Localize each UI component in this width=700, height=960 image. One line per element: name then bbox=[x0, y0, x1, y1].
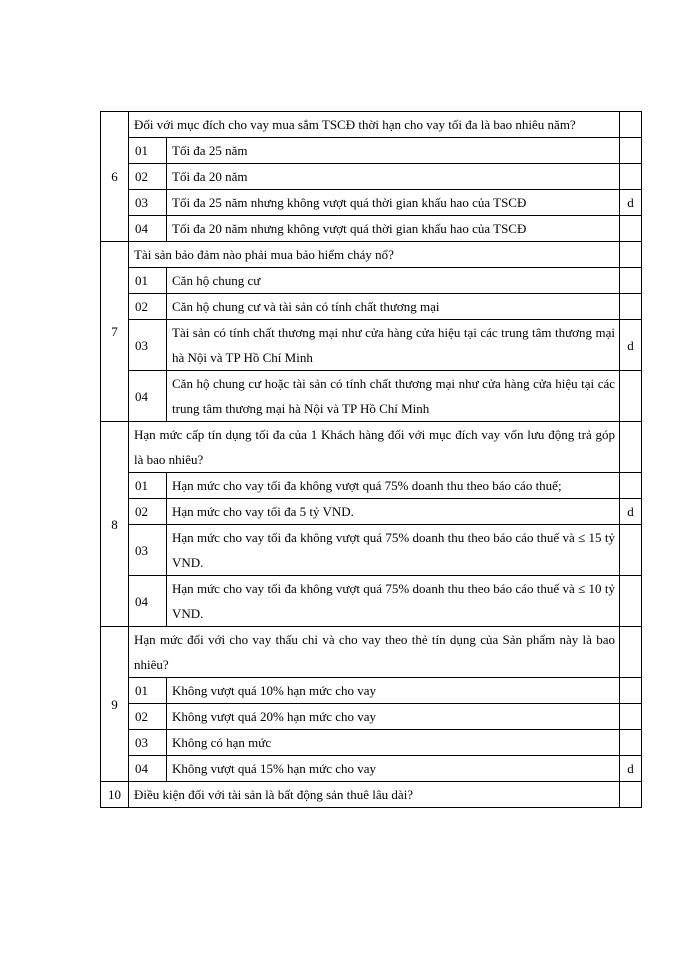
answer-mark bbox=[620, 164, 642, 190]
option-row bbox=[101, 371, 642, 422]
answer-mark: d bbox=[620, 756, 642, 782]
option-row bbox=[101, 499, 642, 525]
option-row bbox=[101, 216, 642, 242]
option-text: Không vượt quá 10% hạn mức cho vay bbox=[167, 678, 620, 704]
option-code: 01 bbox=[129, 138, 167, 164]
option-code: 03 bbox=[129, 190, 167, 216]
option-text: Hạn mức cho vay tối đa 5 tỷ VND. bbox=[167, 499, 620, 525]
question-answer-cell bbox=[620, 422, 642, 473]
question-row bbox=[101, 627, 642, 678]
option-text: Căn hộ chung cư hoặc tài sản có tính chất thương mại như cửa hàng cửa hiệu tại các trung tâm thương mại hà Nội và TP Hồ Chí Minh bbox=[167, 371, 620, 422]
question-row bbox=[101, 422, 642, 473]
question-number: 6 bbox=[101, 112, 129, 242]
option-row bbox=[101, 138, 642, 164]
quiz-table bbox=[100, 111, 642, 808]
answer-mark bbox=[620, 371, 642, 422]
option-text: Không vượt quá 20% hạn mức cho vay bbox=[167, 704, 620, 730]
option-row bbox=[101, 730, 642, 756]
answer-mark bbox=[620, 473, 642, 499]
answer-mark bbox=[620, 294, 642, 320]
option-text: Hạn mức cho vay tối đa không vượt quá 75% doanh thu theo báo cáo thuế và ≤ 15 tỷ VND. bbox=[167, 525, 620, 576]
option-text: Tài sản có tính chất thương mại như cửa hàng cửa hiệu tại các trung tâm thương mại hà Nội và TP Hồ Chí Minh bbox=[167, 320, 620, 371]
option-code: 03 bbox=[129, 730, 167, 756]
option-text: Tối đa 20 năm bbox=[167, 164, 620, 190]
option-text: Tối đa 20 năm nhưng không vượt quá thời gian khấu hao của TSCĐ bbox=[167, 216, 620, 242]
answer-mark bbox=[620, 268, 642, 294]
option-row bbox=[101, 164, 642, 190]
answer-mark: d bbox=[620, 190, 642, 216]
option-text: Tối đa 25 năm bbox=[167, 138, 620, 164]
question-row bbox=[101, 242, 642, 268]
option-text: Căn hộ chung cư bbox=[167, 268, 620, 294]
answer-mark: d bbox=[620, 499, 642, 525]
option-text: Hạn mức cho vay tối đa không vượt quá 75% doanh thu theo báo cáo thuế; bbox=[167, 473, 620, 499]
option-code: 04 bbox=[129, 216, 167, 242]
answer-mark bbox=[620, 138, 642, 164]
option-code: 03 bbox=[129, 525, 167, 576]
option-row bbox=[101, 268, 642, 294]
option-text: Không có hạn mức bbox=[167, 730, 620, 756]
option-code: 02 bbox=[129, 704, 167, 730]
option-text: Không vượt quá 15% hạn mức cho vay bbox=[167, 756, 620, 782]
question-answer-cell bbox=[620, 627, 642, 678]
option-code: 04 bbox=[129, 576, 167, 627]
option-code: 03 bbox=[129, 320, 167, 371]
option-row bbox=[101, 294, 642, 320]
question-row bbox=[101, 112, 642, 138]
answer-mark bbox=[620, 216, 642, 242]
question-answer-cell bbox=[620, 782, 642, 808]
question-number: 7 bbox=[101, 242, 129, 422]
option-row bbox=[101, 704, 642, 730]
question-number: 10 bbox=[101, 782, 129, 808]
option-code: 01 bbox=[129, 678, 167, 704]
option-code: 04 bbox=[129, 756, 167, 782]
question-text: Hạn mức cấp tín dụng tối đa của 1 Khách hàng đối với mục đích vay vốn lưu động trả góp là bao nhiêu? bbox=[129, 422, 620, 473]
option-row bbox=[101, 190, 642, 216]
answer-mark bbox=[620, 525, 642, 576]
question-text: Tài sản bảo đảm nào phải mua bảo hiểm cháy nổ? bbox=[129, 242, 620, 268]
option-row bbox=[101, 576, 642, 627]
option-row bbox=[101, 320, 642, 371]
option-code: 01 bbox=[129, 268, 167, 294]
question-text: Đối với mục đích cho vay mua sắm TSCĐ thời hạn cho vay tối đa là bao nhiêu năm? bbox=[129, 112, 620, 138]
question-text: Hạn mức đối với cho vay thấu chi và cho vay theo thẻ tín dụng của Sản phẩm này là bao nhiêu? bbox=[129, 627, 620, 678]
answer-mark bbox=[620, 576, 642, 627]
question-number: 9 bbox=[101, 627, 129, 782]
answer-mark bbox=[620, 678, 642, 704]
question-number: 8 bbox=[101, 422, 129, 627]
option-row bbox=[101, 756, 642, 782]
answer-mark bbox=[620, 730, 642, 756]
question-text: Điều kiện đối với tài sản là bất động sản thuê lâu dài? bbox=[129, 782, 620, 808]
question-answer-cell bbox=[620, 242, 642, 268]
option-code: 01 bbox=[129, 473, 167, 499]
answer-mark bbox=[620, 704, 642, 730]
option-row bbox=[101, 525, 642, 576]
option-row bbox=[101, 678, 642, 704]
option-row bbox=[101, 473, 642, 499]
question-row bbox=[101, 782, 642, 808]
question-answer-cell bbox=[620, 112, 642, 138]
answer-mark: d bbox=[620, 320, 642, 371]
option-text: Tối đa 25 năm nhưng không vượt quá thời gian khấu hao của TSCĐ bbox=[167, 190, 620, 216]
quiz-body bbox=[101, 112, 642, 808]
option-text: Hạn mức cho vay tối đa không vượt quá 75% doanh thu theo báo cáo thuế và ≤ 10 tỷ VND. bbox=[167, 576, 620, 627]
option-code: 02 bbox=[129, 499, 167, 525]
option-code: 02 bbox=[129, 164, 167, 190]
option-code: 04 bbox=[129, 371, 167, 422]
option-text: Căn hộ chung cư và tài sản có tính chất thương mại bbox=[167, 294, 620, 320]
option-code: 02 bbox=[129, 294, 167, 320]
